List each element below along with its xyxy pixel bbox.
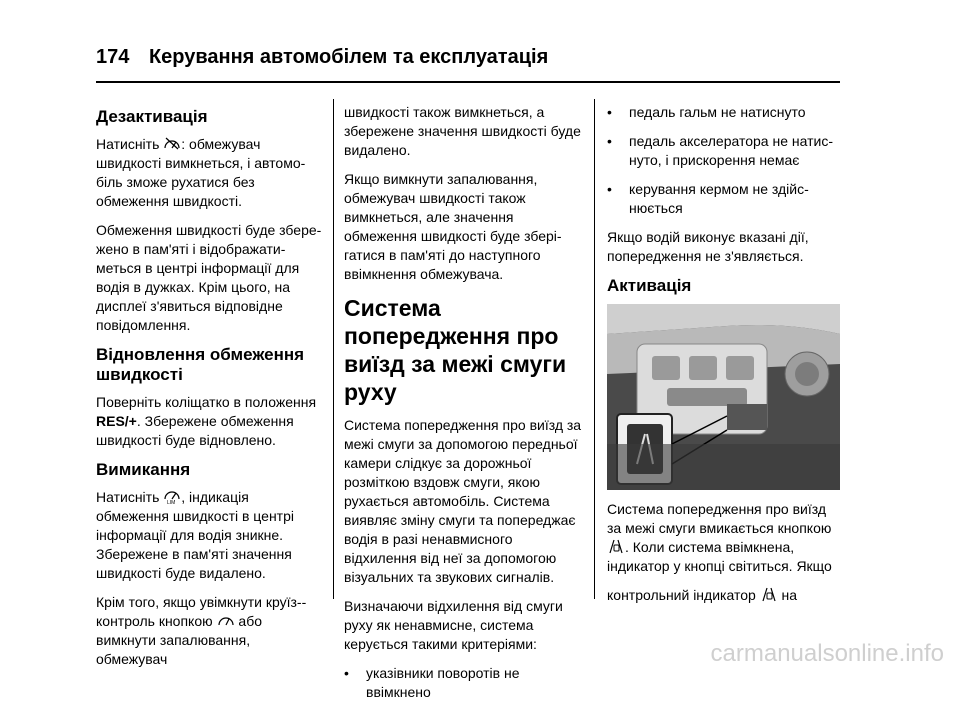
paragraph-continue-1: швидкості також вимкнеться, а збережене значення швидкості буде видалено. <box>344 104 581 158</box>
text-fragment: на <box>777 587 798 603</box>
dashboard-illustration <box>607 304 840 490</box>
page-number: 174 <box>96 46 130 68</box>
heading-off: Вимикання <box>96 460 191 479</box>
speed-limiter-off-icon <box>163 136 181 151</box>
page-header <box>96 46 548 69</box>
chapter-title: Керування автомобілем та експлуатація <box>148 46 549 68</box>
bullet-text: педаль акселератора не натиснуто, і прискорення немає <box>629 133 834 168</box>
paragraph-indicator <box>607 586 840 605</box>
paragraph-deactivation-2: Обмеження швидкості буде збережено в пам'яті і відображатиметься в центрі інформації для водія в дужках. Крім цього, на дисплеї з'явиться відповідне повідомлення. <box>96 222 322 333</box>
bullet-glyph: • <box>344 665 349 681</box>
heading-resume: Відновлення обмеження швидкості <box>96 345 305 384</box>
text-fragment: Натисніть <box>96 489 164 505</box>
dashboard-button-photo <box>607 304 840 490</box>
speed-limiter-lim-icon <box>163 489 181 504</box>
bullet-item <box>607 180 840 218</box>
text-fragment: . Збережене обмеження швидкості буде відновлено. <box>96 413 294 448</box>
paragraph-resume <box>96 393 324 450</box>
res-label: RES/+ <box>96 413 137 429</box>
cruise-control-icon <box>217 613 235 628</box>
text-fragment: Натисніть <box>96 136 164 152</box>
column-1 <box>96 103 324 679</box>
watermark: carmanualsonline.info <box>710 640 944 667</box>
bullet-glyph: • <box>607 181 612 197</box>
column-2 <box>344 103 584 712</box>
paragraph-continue-2: Якщо вимкнути запалювання, обмежувач швидкості також вимкнеться, але значення обмеження швидкості буде зберігатися в пам'яті до наступного ввімкнення обмежувача. <box>344 171 562 282</box>
paragraph-no-warning: Якщо водій виконує вказані дії, попередження не з'являється. <box>607 229 809 264</box>
heading-deactivation: Дезактивація <box>96 107 208 126</box>
column-divider-1 <box>333 99 334 599</box>
header-rule <box>96 81 840 83</box>
bullet-text: педаль гальм не натиснуто <box>629 104 806 120</box>
lane-departure-indicator-icon <box>760 587 778 602</box>
bullet-text: керування кермом не здійснюється <box>629 181 809 216</box>
text-fragment: контрольний індикатор <box>607 587 760 603</box>
bullet-glyph: • <box>607 133 612 149</box>
text-fragment: Система попередження про виїзд за межі смуги вмикається кнопкою <box>607 501 832 536</box>
svg-text:LIM: LIM <box>167 500 176 504</box>
paragraph-deactivation-1 <box>96 135 324 211</box>
lane-departure-icon <box>607 539 625 554</box>
bullet-item <box>344 664 584 702</box>
text-fragment: Крім того, якщо увімкнути круїз-контроль кнопкою <box>96 594 307 629</box>
paragraph-off-1 <box>96 488 324 583</box>
photo-caption <box>607 500 840 576</box>
bullet-text: указівники поворотів не ввімкнено <box>366 665 520 700</box>
bullet-glyph: • <box>607 104 612 120</box>
column-divider-2 <box>594 99 595 599</box>
text-fragment: або вимкнути запалювання, обмежувач <box>96 613 262 667</box>
text-fragment: . Коли система ввімкнена, індикатор у кнопці світиться. Якщо <box>607 539 832 574</box>
text-fragment: : обмежувач швидкості вимкнеться, і автомобіль зможе рухатися без обмеження швидкості. <box>96 136 306 209</box>
text-fragment: Поверніть коліщатко в положення <box>96 394 317 410</box>
column-3 <box>607 103 840 615</box>
paragraph-criteria: Визначаючи відхилення від смуги руху як ненавмисне, система керується такими критеріями: <box>344 598 563 652</box>
section-title-lane-departure: Система попередження про виїзд за межі смуги руху <box>344 295 567 405</box>
paragraph-off-2 <box>96 593 324 669</box>
heading-activation: Активація <box>607 276 692 295</box>
text-fragment: , індикація обмеження швидкості в центрі інформації для водія зникне. Збережене в пам'яті значення швидкості буде видалено. <box>96 489 294 581</box>
bullet-item <box>607 132 840 170</box>
bullet-item <box>607 103 840 122</box>
paragraph-system-desc: Система попередження про виїзд за межі смуги за допомогою передньої камери слідкує за дорожньої розміткою вздовж смуги, якою рухається автомобіль. Система виявляє зміну смуги та попереджає водія в разі ненавмисного відхилення від неї за допомогою візуальних та звукових сигналів. <box>344 417 582 585</box>
